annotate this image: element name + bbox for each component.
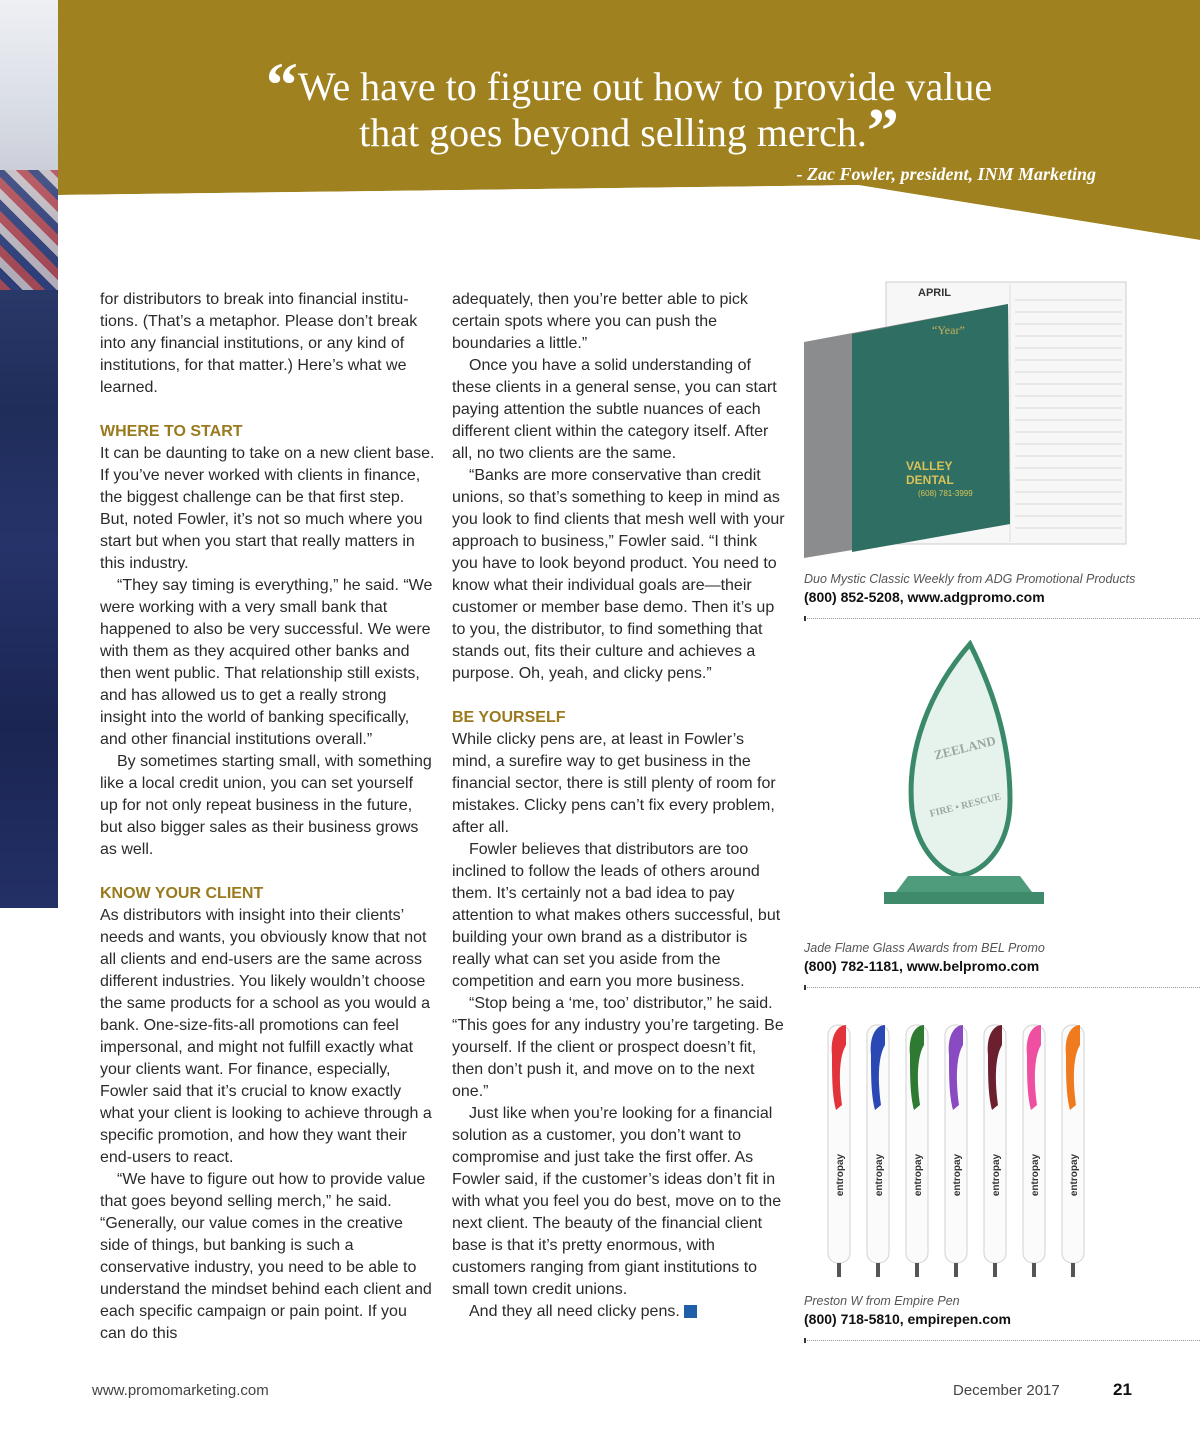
pen-brand-label: entropay	[952, 1153, 963, 1197]
close-quote-mark: ”	[866, 95, 899, 166]
caption-title: Preston W from Empire Pen	[804, 1294, 960, 1308]
pen-brand-label: entropay	[913, 1153, 924, 1197]
paragraph: As distributors with insight into their clients’ needs and wants, you obviously know that not all clients and end-users are the same across different industries. You likely wouldn’t choose the same products for a school as you would a bank. One-size-fits-all promotions can feel impersonal, and might not fulfill exactly what your clients want. For finance, especially, Fowler said that it’s crucial to know exactly what your client is looking to achieve through a specific promotion, and how they want their end-users to react.	[100, 907, 432, 1166]
quote-line-2: that goes beyond selling merch.	[359, 110, 867, 155]
product-caption-1	[804, 570, 1174, 606]
paragraph: While clicky pens are, at least in Fowler’s mind, a surefire way to get business in the financial sector, there is still plenty of room for mistakes. Clicky pens can’t fix every problem, after all.	[452, 731, 776, 836]
paragraph: for distributors to break into financial institutions. (That’s a metaphor. Please don’t break into any financial institutions, or any kind of institutions, for that matter.) Here’s what we learned.	[100, 291, 418, 396]
planner-brand-1: VALLEY	[906, 459, 953, 473]
pen	[984, 1025, 1006, 1277]
paragraph: “We have to figure out how to provide value that goes beyond selling merch,” he said. “Generally, our value comes in the creative side of things, but banking is such a conservative industry, you need to be able to understand the mindset behind each client and each specific campaign or pain point. If you can do this	[100, 1171, 432, 1342]
caption-contact: (800) 782-1181, www.belpromo.com	[804, 958, 1040, 974]
planner-month: APRIL	[918, 287, 951, 299]
section-heading: WHERE TO START	[100, 423, 243, 440]
caption-contact: (800) 718-5810, empirepen.com	[804, 1311, 1011, 1327]
pen	[828, 1025, 850, 1277]
planner-brand-2: DENTAL	[906, 473, 954, 487]
caption-contact: (800) 852-5208, www.adgpromo.com	[804, 589, 1045, 605]
quote-attribution: - Zac Fowler, president, INM Marketing	[796, 164, 1096, 184]
pen	[1062, 1025, 1084, 1277]
paragraph: “Stop being a ‘me, too’ distributor,” he said. “This goes for any industry you’re targeting. Be yourself. If the client or prospect doesn’t fit, then don’t push it, and move on to the next one.”	[452, 995, 784, 1100]
closing-line: And they all need clicky pens.	[469, 1303, 680, 1320]
pull-quote-banner	[58, 0, 1200, 240]
paragraph: It can be daunting to take on a new client base. If you’ve never worked with clients in finance, the biggest challenge can be that first step. But, noted Fowler, it’s not so much where you start but when you start that really matters in this industry.	[100, 445, 435, 572]
paragraph: “Banks are more conservative than credit unions, so that’s something to keep in mind as you look to find clients that mesh well with your approach to business,” Fowler said. “I think you have to look beyond product. You need to know what their individual goals are—their customer or member base demo. Then it’s up to you, the distributor, to find something that stands out, fits their culture and achieves a purpose. Oh, yeah, and clicky pens.”	[452, 467, 785, 682]
paragraph: Just like when you’re looking for a financial solution as a customer, you don’t want to compromise and just take the first offer. As Fowler said, if the customer’s ideas don’t fit in with what you feel you do best, move on to the next client. The beauty of the financial client base is that it’s pretty enormous, with customers ranging from giant institutions to small town credit unions.	[452, 1105, 782, 1298]
pen	[1023, 1025, 1045, 1277]
footer-url[interactable]: www.promomarketing.com	[92, 1382, 269, 1399]
award-text-2: FIRE • RESCUE	[928, 791, 1003, 820]
article-column-2	[452, 289, 787, 1323]
planner-phone: (608) 781-3999	[918, 489, 973, 498]
caption-title: Duo Mystic Classic Weekly from ADG Promotional Products	[804, 572, 1136, 586]
paragraph: “They say timing is everything,” he said. “We were working with a very small bank that happened to also be very successful. We were with them as they acquired other banks and then went public. That relationship still exists, and has allowed us to get a really strong insight into the world of banking specifically, and other financial institutions overall.”	[100, 577, 433, 748]
pen	[867, 1025, 889, 1277]
scarf-detail	[0, 170, 58, 290]
divider	[804, 618, 1200, 620]
pm-end-mark-icon: pm	[684, 1305, 697, 1318]
pen-brand-label: entropay	[874, 1153, 885, 1197]
pen	[945, 1025, 967, 1277]
pen-brand-label: entropay	[1069, 1153, 1080, 1197]
pen	[906, 1025, 928, 1277]
pens-image	[810, 1015, 1090, 1285]
divider	[804, 987, 1200, 989]
caption-title: Jade Flame Glass Awards from BEL Promo	[804, 941, 1045, 955]
section-heading: KNOW YOUR CLIENT	[100, 885, 264, 902]
product-caption-3	[804, 1292, 1174, 1328]
product-caption-2	[804, 939, 1174, 975]
quote-line-1: We have to figure out how to provide value	[297, 64, 993, 109]
planner-illustration	[800, 280, 1130, 562]
pull-quote	[58, 49, 1200, 166]
award-text-1: ZEELAND	[932, 732, 998, 763]
award-image	[870, 640, 1050, 935]
paragraph: By sometimes starting small, with something like a local credit union, you can set yourself up for not only repeat business in the future, but also bigger sales as their business grows as well.	[100, 753, 432, 858]
pen-brand-label: entropay	[991, 1153, 1002, 1197]
paragraph	[452, 1301, 787, 1323]
paragraph: Once you have a solid understanding of these clients in a general sense, you can start paying attention the subtle nuances of each different client within the category itself. After all, no two clients are the same.	[452, 357, 777, 462]
page-number: 21	[1113, 1380, 1132, 1399]
footer-date: December 2017	[953, 1382, 1060, 1399]
pen-brand-label: entropay	[835, 1153, 846, 1197]
glass-award-illustration	[870, 640, 1050, 935]
pen-brand-label: entropay	[1030, 1153, 1041, 1197]
planner-image	[800, 280, 1130, 562]
planner-year-label: “Year”	[932, 323, 965, 337]
paragraph: Fowler believes that distributors are too inclined to follow the leads of others around them. It’s certainly not a bad idea to pay attention to what makes others successful, but building your own brand as a distributor is really what can set you aside from the competition and earn you more business.	[452, 841, 781, 990]
cover-photo-edge	[0, 0, 58, 908]
divider	[804, 1340, 1200, 1342]
open-quote-mark: “	[265, 49, 298, 120]
section-heading: BE YOURSELF	[452, 709, 566, 726]
pens-illustration	[810, 1015, 1090, 1285]
article-column-1	[100, 289, 435, 1345]
paragraph: adequately, then you’re better able to pick certain spots where you can push the boundaries a little.”	[452, 291, 748, 352]
